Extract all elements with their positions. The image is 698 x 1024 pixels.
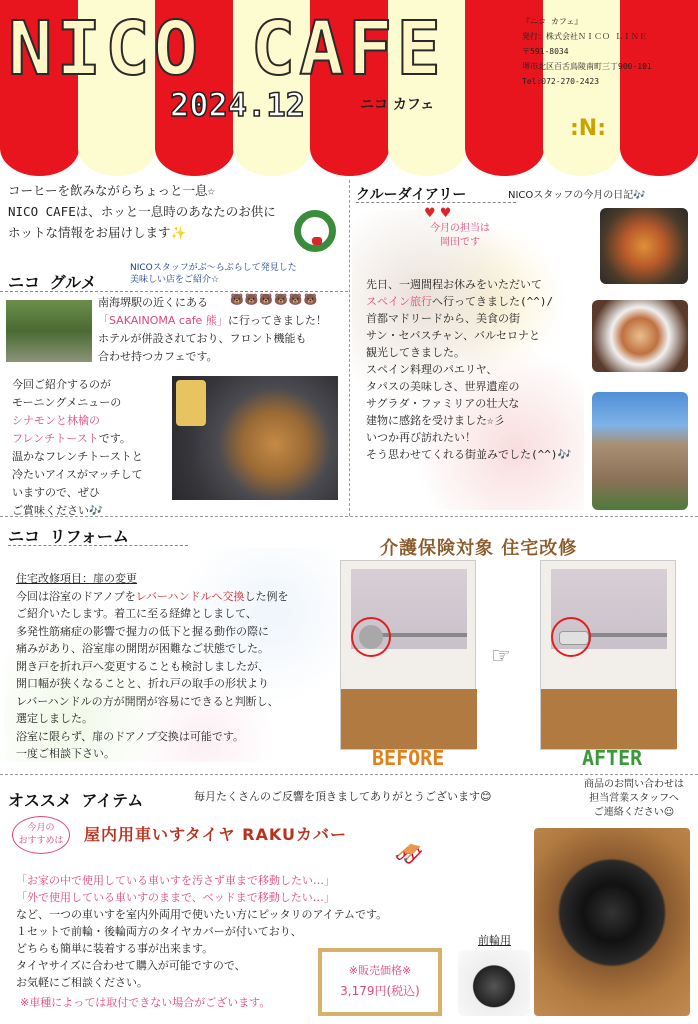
diary-line: へ行ってきました(^^)/	[432, 295, 554, 308]
front-wheel-label: 前輪用	[478, 934, 511, 947]
publisher-info	[522, 14, 652, 89]
diary-line: スペイン料理のパエリヤ、	[366, 363, 498, 376]
reform-line: 選定しました。	[16, 712, 93, 725]
reform-title: 介護保険対象 住宅改修	[380, 538, 578, 559]
dish-text: 今回ご紹介するのが	[12, 378, 111, 391]
reform-description	[16, 570, 346, 763]
hearts-icon: ♥ ♥	[424, 206, 452, 221]
dish-text: です。	[98, 432, 131, 445]
gourmet-text: に行ってきました！	[227, 314, 327, 327]
section-divider	[0, 774, 698, 775]
price-label: ※販売価格※	[348, 964, 412, 977]
reform-line: 開き戸を折れ戸へ変更することも検討しましたが、	[16, 659, 269, 673]
reform-line: 今回は浴室のドアノブを	[16, 589, 136, 603]
intro-line: NICO CAFEは、ホッと一息時のあなたのお供に	[8, 204, 276, 219]
reform-line: ご紹介いたします。着工に至る経緯としまして、	[16, 607, 257, 620]
highlight-circle	[551, 617, 591, 657]
item-line: お気軽にご相談ください。	[16, 976, 148, 989]
item-line: など、一つの車いすを室内外両用で使いたい方にピッタリのアイテムです。	[16, 908, 388, 921]
diary-line: 先日、一週間程お休みをいただいて	[366, 278, 542, 291]
section-divider	[0, 516, 698, 517]
paella-photo	[600, 208, 688, 284]
newsletter-title: NICO CAFE	[8, 6, 445, 92]
gourmet-subheading	[130, 262, 297, 286]
reform-line: レバーハンドルの方が開閉が容易にできると判断し、	[16, 694, 279, 708]
contact-line: 担当営業スタッフへ	[589, 793, 679, 804]
duty-line: 岡田です	[440, 237, 480, 248]
publisher-line: 発行：株式会社ＮＩＣＯ ＬＩＮＥ	[522, 32, 647, 41]
diary-line: サン・セバスチャン、バルセロナと	[366, 329, 541, 342]
reform-line: 開口幅が狭くなることと、折れ戸の取手の形状より	[16, 677, 269, 690]
badge-line: おすすめは	[18, 836, 64, 846]
dish-text: 冷たいアイスがマッチして	[12, 468, 143, 481]
item-line: １セットで前輪・後輪両方のタイヤカバーが付いており、	[16, 925, 302, 938]
item-quote: 「お家の中で使用している車いすを汚さず車まで移動したい…」	[16, 874, 335, 887]
divider	[8, 545, 188, 546]
item-line: タイヤサイズに合わせて購入が可能ですので、	[16, 959, 246, 972]
floor	[341, 689, 477, 749]
drink-glass	[176, 380, 206, 426]
gourmet-text: 合わせ持つカフェです。	[98, 350, 218, 363]
gourmet-subheading-line: 美味しい店をご紹介☆	[130, 275, 220, 285]
product-name: 屋内用車いすタイヤ RAKUカバー	[84, 825, 347, 844]
crew-diary-text	[366, 276, 602, 463]
diary-line: 建物に感銘を受けました☆彡	[366, 414, 505, 427]
gourmet-heading: ニコ グルメ	[8, 273, 97, 292]
reform-line: 浴室に限らず、扉のドアノブ交換は可能です。	[16, 729, 245, 743]
before-label: BEFORE	[372, 746, 445, 770]
item-quote: 「外で使用している車いすのままで、ベッドまで移動したい…」	[16, 891, 335, 904]
reform-line: 痛みがあり、浴室扉の開閉が困難なご状態でした。	[16, 642, 269, 655]
nico-logo: :N:	[570, 116, 607, 141]
tapas-photo	[592, 300, 688, 372]
column-divider	[349, 180, 350, 516]
contact-note	[584, 778, 684, 820]
diary-line: タパスの美味しさ、世界遺産の	[366, 380, 520, 393]
reform-heading: ニコ リフォーム	[8, 527, 129, 546]
reform-item-label: 住宅改修項目：扉の変更	[16, 572, 137, 585]
recommend-badge	[12, 816, 70, 854]
christmas-wreath-icon	[294, 210, 336, 252]
cafe-storefront-photo	[6, 300, 92, 362]
item-caution-note: ※車種によっては取付できない場合がございます。	[20, 996, 271, 1009]
issue-date: 2024.12	[170, 86, 305, 124]
santa-sleigh-icon: 🛷	[394, 840, 424, 868]
duty-line: 今月の担当は	[430, 223, 490, 234]
diary-line: サグラダ・ファミリアの壮大な	[366, 397, 520, 410]
gourmet-text: 南海堺駅の近くにある	[98, 296, 208, 309]
wheelchair-tire-cover-photo	[534, 828, 690, 1016]
dish-text: 温かなフレンチトーストと	[12, 450, 143, 463]
diary-highlight: スペイン旅行	[366, 295, 432, 308]
price-box	[318, 948, 442, 1016]
badge-line: 今月の	[27, 823, 55, 833]
dish-text: モーニングメニューの	[12, 396, 122, 409]
diary-line: 観光してきました。	[366, 346, 465, 359]
item-heading: オススメ アイテム	[8, 791, 144, 810]
pointing-hand-icon: ☞	[491, 644, 511, 669]
reform-line: した例を	[244, 589, 289, 603]
publisher-line: Tel:072-270-2423	[522, 77, 600, 86]
intro-line: ホットな情報をお届けします✨	[8, 225, 187, 240]
publisher-line: 堺市北区百舌鳥陵南町三丁900-101	[522, 62, 652, 71]
thanks-message: 毎月たくさんのご反響を頂きましてありがとうございます😊	[194, 790, 492, 803]
crew-diary-heading: クルーダイアリー	[356, 187, 467, 203]
item-line: どちらも簡単に装着する事が出来ます。	[16, 942, 214, 955]
publisher-line: 『ニコ カフェ』	[522, 17, 583, 26]
dish-text: いますので、ぜひ	[12, 486, 100, 499]
bear-icons: 🐻🐻🐻🐻🐻🐻	[230, 293, 319, 306]
dish-name: シナモンと林檎の	[12, 414, 100, 427]
divider	[356, 202, 516, 203]
dish-description	[12, 376, 172, 520]
dish-text: ご賞味ください🎶	[12, 504, 103, 517]
reform-line: 多発性筋痛症の影響で握力の低下と握る動作の際に	[16, 624, 269, 638]
after-label: AFTER	[582, 746, 643, 770]
contact-line: 商品のお問い合わせは	[584, 779, 684, 790]
door-before-photo	[340, 560, 476, 750]
front-wheel-cover-photo	[458, 950, 530, 1016]
diary-line: いつか再び訪れたい！	[366, 431, 476, 444]
sagrada-familia-photo	[592, 392, 688, 510]
gourmet-subheading-line: NICOスタッフがぶ～らぶらして発見した	[130, 263, 297, 273]
diary-line: そう思わせてくれる街並みでした(^^)🎶	[366, 448, 572, 461]
intro-line: コーヒーを飲みながらちょっと一息☆	[8, 183, 216, 198]
reform-line: 一度ご相談下さい。	[16, 747, 115, 760]
highlight-circle	[351, 617, 391, 657]
crew-diary-subheading: NICOスタッフの今月の日記🎶	[508, 190, 646, 201]
floor	[541, 689, 677, 749]
cafe-name: 「SAKAINOMA cafe 熊」	[98, 314, 228, 327]
publisher-line: 〒591-8034	[522, 47, 569, 56]
reform-highlight: レバーハンドルへ交換	[135, 589, 245, 603]
contact-line: ご連絡ください☺	[593, 807, 675, 818]
dish-name: フレンチトースト	[12, 432, 99, 445]
divider	[0, 291, 348, 292]
price-value: 3,179円(税込)	[340, 984, 420, 998]
kana-title: ニコ カフェ	[360, 97, 435, 113]
gourmet-text: ホテルが併設されており、フロント機能も	[98, 332, 307, 345]
door-after-photo	[540, 560, 676, 750]
diary-line: 首都マドリードから、美食の街	[366, 312, 520, 325]
duty-staff-note	[430, 222, 490, 250]
header-banner	[0, 0, 698, 176]
